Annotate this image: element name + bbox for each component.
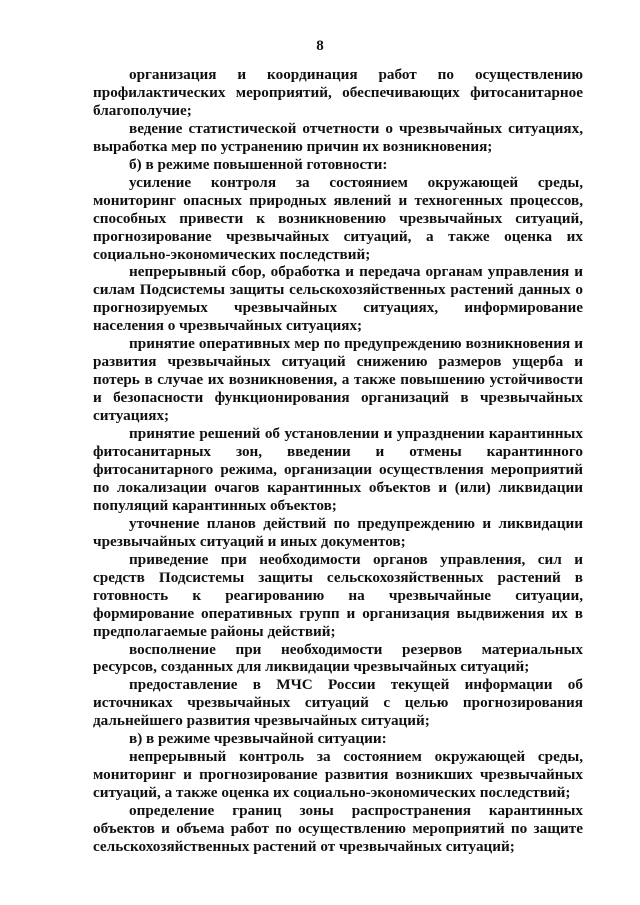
paragraph-reserves: восполнение при необходимости резервов материальных ресурсов, созданных для ликвидации чрезвычайных ситуаций; bbox=[93, 640, 583, 676]
paragraph-readiness: приведение при необходимости органов управления, сил и средств Подсистемы защиты сельскохозяйственных растений в готовность к реагированию на чрезвычайные ситуации, формирование оперативных групп и организация выдвижения их в предполагаемые районы действий; bbox=[93, 550, 583, 640]
paragraph-statistical-reporting: ведение статистической отчетности о чрезвычайных ситуациях, выработка мер по устранению причин их возникновения; bbox=[93, 119, 583, 155]
paragraph-continuous-control: непрерывный контроль за состоянием окружающей среды, мониторинг и прогнозирование развития возникших чрезвычайных ситуаций, а также оценка их социально-экономических последствий; bbox=[93, 748, 583, 802]
paragraph-zone-boundaries: определение границ зоны распространения карантинных объектов и объема работ по осуществлению мероприятий по защите сельскохозяйственных растений от чрезвычайных ситуаций; bbox=[93, 802, 583, 855]
paragraph-quarantine-zones: принятие решений об установлении и упразднении карантинных фитосанитарных зон, введении и отмены карантинного фитосанитарного режима, организации осуществления мероприятий по локализации очагов карантинных объектов и (или) ликвидации популяций карантинных объектов; bbox=[93, 425, 583, 514]
paragraph-operational-measures: принятие оперативных мер по предупреждению возникновения и развития чрезвычайных ситуаций снижению размеров ущерба и потерь в случае их возникновения, а также повышению устойчивости и безопасности функционирования организаций в чрезвычайных ситуациях; bbox=[93, 335, 583, 425]
paragraph-high-alert-mode-heading: б) в режиме повышенной готовности: bbox=[129, 155, 388, 173]
paragraph-mchs-information: предоставление в МЧС России текущей информации об источниках чрезвычайных ситуаций с целью прогнозирования дальнейшего развития чрезвычайных ситуаций; bbox=[93, 676, 583, 730]
paragraph-data-collection: непрерывный сбор, обработка и передача органам управления и силам Подсистемы защиты сельскохозяйственных растений данных о прогнозируемых чрезвычайных ситуациях, информирование населения о чрезвычайных ситуациях; bbox=[93, 263, 583, 335]
page-number: 8 bbox=[316, 38, 324, 54]
paragraph-organization-coordination: организация и координация работ по осуществлению профилактических мероприятий, обеспечивающих фитосанитарное благополучие; bbox=[93, 66, 583, 119]
paragraph-action-plans: уточнение планов действий по предупреждению и ликвидации чрезвычайных ситуаций и иных документов; bbox=[93, 514, 583, 550]
paragraph-environment-monitoring: усиление контроля за состоянием окружающей среды, мониторинг опасных природных явлений и техногенных процессов, способных привести к возникновению чрезвычайных ситуаций, прогнозирование чрезвычайных ситуаций, а также оценка их социально-экономических последствий; bbox=[93, 173, 583, 263]
paragraph-emergency-mode-heading: в) в режиме чрезвычайной ситуации: bbox=[129, 730, 387, 748]
document-body bbox=[93, 66, 583, 856]
